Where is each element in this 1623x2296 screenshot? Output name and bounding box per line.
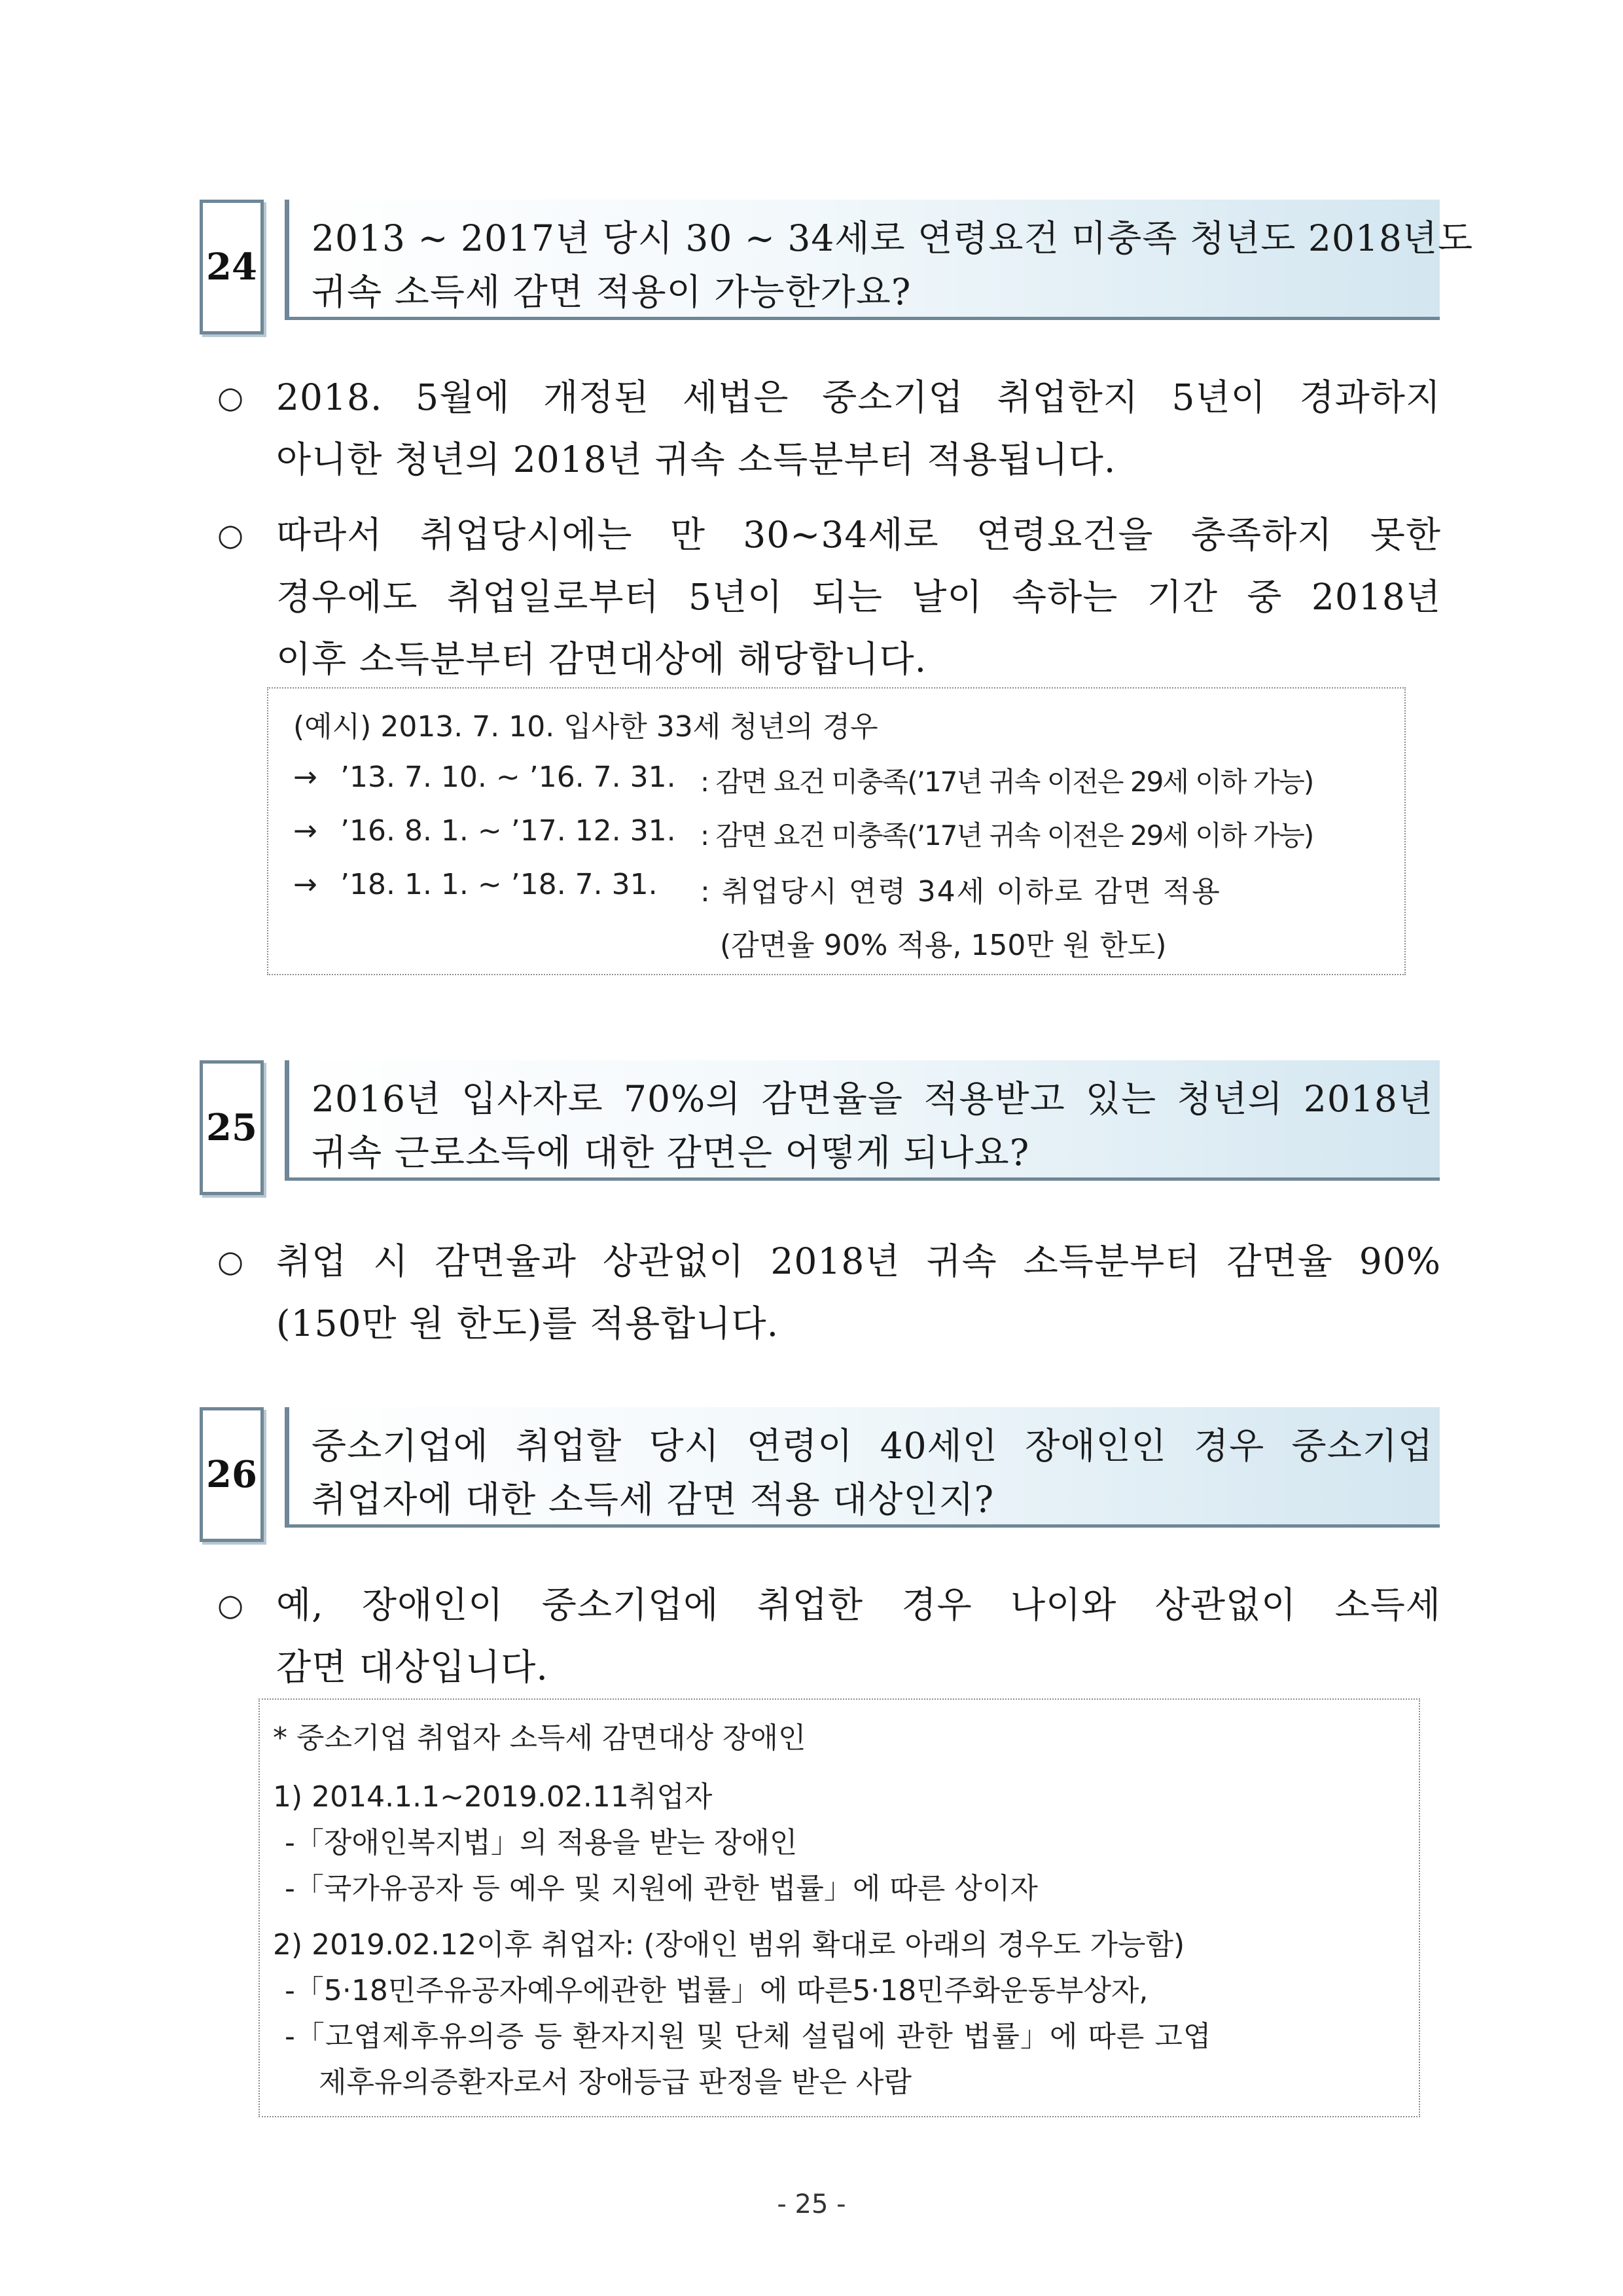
arrow-icon: → xyxy=(293,814,317,848)
example-period: ’16. 8. 1. ~ ’17. 12. 31. xyxy=(340,814,676,848)
answer-24-2 xyxy=(217,504,1441,691)
answer-24-1 xyxy=(217,367,1441,491)
question-title-line: 귀속 소득세 감면 적용이 가능한가요? xyxy=(312,271,912,313)
question-title-line: 귀속 근로소득에 대한 감면은 어떻게 되나요? xyxy=(312,1132,1030,1174)
example-period: ’18. 1. 1. ~ ’18. 7. 31. xyxy=(340,868,658,901)
bullet-icon: ○ xyxy=(217,1244,244,1279)
question-number: 24 xyxy=(200,200,264,334)
question-number: 26 xyxy=(200,1407,264,1542)
question-title xyxy=(285,1407,1440,1528)
question-title xyxy=(285,1060,1440,1181)
note-item: -「5·18민주유공자예우에관한 법률」에 따른5·18민주화운동부상자, xyxy=(285,1974,1149,2007)
answer-line: 따라서 취업당시에는 만 30~34세로 연령요건을 충족하지 못한 xyxy=(276,514,1441,556)
note-section-1: 1) 2014.1.1~2019.02.11취업자 xyxy=(273,1780,713,1814)
example-desc: : 감면 요건 미충족(’17년 귀속 이전은 29세 이하 가능) xyxy=(700,766,1313,798)
answer-line: 취업 시 감면율과 상관없이 2018년 귀속 소득분부터 감면율 90% xyxy=(276,1240,1441,1282)
question-title-line: 취업자에 대한 소득세 감면 적용 대상인지? xyxy=(312,1479,995,1520)
question-title-line: 중소기업에 취업할 당시 연령이 40세인 장애인인 경우 중소기업 xyxy=(312,1425,1433,1467)
answer-line: (150만 원 한도)를 적용합니다. xyxy=(276,1302,779,1344)
example-desc: : 취업당시 연령 34세 이하로 감면 적용 xyxy=(700,875,1221,908)
answer-line: 이후 소득분부터 감면대상에 해당합니다. xyxy=(276,638,927,680)
question-title-line: 2013 ~ 2017년 당시 30 ~ 34세로 연령요건 미충족 청년도 2018년도 xyxy=(312,217,1474,259)
bullet-icon: ○ xyxy=(217,517,244,552)
example-box xyxy=(267,687,1406,975)
page-number: - 25 - xyxy=(777,2189,846,2219)
note-item: -「고엽제후유의증 등 환자지원 및 단체 설립에 관한 법률」에 따른 고엽 xyxy=(285,2020,1212,2053)
bullet-icon: ○ xyxy=(217,380,244,415)
answer-26 xyxy=(217,1574,1441,1698)
note-item: -「장애인복지법」의 적용을 받는 장애인 xyxy=(285,1826,798,1859)
note-section-2: 2) 2019.02.12이후 취업자: (장애인 범위 확대로 아래의 경우도 가능함) xyxy=(273,1928,1185,1962)
note-item: -「국가유공자 등 예우 및 지원에 관한 법률」에 따른 상이자 xyxy=(285,1872,1038,1905)
answer-line: 예, 장애인이 중소기업에 취업한 경우 나이와 상관없이 소득세 xyxy=(276,1584,1441,1626)
example-period: ’13. 7. 10. ~ ’16. 7. 31. xyxy=(340,761,676,794)
question-title-line: 2016년 입사자로 70%의 감면율을 적용받고 있는 청년의 2018년 xyxy=(312,1078,1433,1120)
example-heading: (예시) 2013. 7. 10. 입사한 33세 청년의 경우 xyxy=(293,710,878,744)
answer-25 xyxy=(217,1230,1441,1355)
arrow-icon: → xyxy=(293,868,317,901)
example-desc: : 감면 요건 미충족(’17년 귀속 이전은 29세 이하 가능) xyxy=(700,819,1313,852)
question-25-header xyxy=(200,1060,1440,1191)
question-26-header xyxy=(200,1407,1440,1538)
note-item-cont: 제후유의증환자로서 장애등급 판정을 받은 사람 xyxy=(319,2066,912,2099)
question-number: 25 xyxy=(200,1060,264,1195)
bullet-icon: ○ xyxy=(217,1587,244,1623)
arrow-icon: → xyxy=(293,761,317,794)
note-heading: * 중소기업 취업자 소득세 감면대상 장애인 xyxy=(273,1721,806,1755)
note-box xyxy=(259,1698,1420,2117)
answer-line: 아니한 청년의 2018년 귀속 소득분부터 적용됩니다. xyxy=(276,439,1116,480)
answer-line: 2018. 5월에 개정된 세법은 중소기업 취업한지 5년이 경과하지 xyxy=(276,376,1441,418)
answer-line: 감면 대상입니다. xyxy=(276,1646,548,1688)
example-note: (감면율 90% 적용, 150만 원 한도) xyxy=(720,929,1167,962)
question-title xyxy=(285,200,1474,320)
question-24-header xyxy=(200,200,1474,331)
answer-line: 경우에도 취업일로부터 5년이 되는 날이 속하는 기간 중 2018년 xyxy=(276,576,1441,618)
